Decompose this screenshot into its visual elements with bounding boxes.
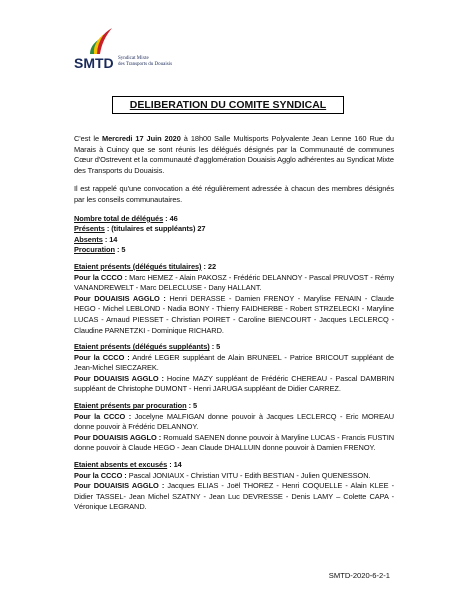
ccco-label: Pour la CCCO :	[74, 352, 130, 362]
section-head	[74, 262, 394, 273]
douaisis-text: Romuald SAENEN donne pouvoir à Maryline LUCAS - Francis FUSTIN donne pouvoir à Claude HEGO - Jean Claude DHALLUIN donne pouvoir à Damien FRENOY.	[74, 432, 394, 453]
count-proxy-value: : 5	[114, 245, 126, 255]
section-absents	[74, 460, 394, 513]
ccco-label: Pour la CCCO :	[74, 470, 127, 480]
ccco-text: Marc HEMEZ - Alain PAKOSZ - Frédéric DELANNOY - Pascal PRUVOST - Rémy VANANDREWELT - Marc DELECLUSE - Dany HALLANT.	[74, 272, 394, 293]
counts-block	[74, 214, 394, 256]
count-present-value: : (titulaires et suppléants) 27	[104, 224, 206, 234]
meeting-date: Mercredi 17 Juin 2020	[102, 134, 181, 143]
logo-subtitle-line1: Syndicat Mixte	[118, 56, 149, 61]
douaisis-text: Jacques ELIAS - Joël THOREZ - Henri COQUELLE - Alain KLEE - Didier TASSEL- Jean Michel SZATNY - Jean Luc DEVRESSE - Denis LAMY – Colette CAPA - Véronique LEGRAND.	[74, 481, 394, 512]
count-absent	[74, 235, 394, 246]
count-present-label: Présents	[74, 224, 105, 234]
section-head-value: : 5	[209, 342, 221, 352]
count-total-value: : 46	[163, 213, 178, 223]
count-proxy	[74, 245, 394, 256]
count-total	[74, 214, 394, 225]
count-present	[74, 224, 394, 235]
ccco-label: Pour la CCCO :	[74, 272, 128, 282]
count-absent-value: : 14	[102, 234, 118, 244]
intro-text-a: C'est le	[74, 134, 103, 143]
document-title: DELIBERATION DU COMITE SYNDICAL	[112, 96, 344, 114]
douaisis-members	[74, 294, 394, 336]
douaisis-members	[74, 374, 394, 395]
douaisis-members	[74, 433, 394, 454]
section-head-value: : 22	[201, 261, 217, 271]
convocation-paragraph: Il est rappelé qu'une convocation a été régulièrement adressée à chacun des membres désignés par les conseils communautaires.	[74, 184, 394, 204]
section-head-value: : 14	[167, 460, 182, 470]
intro-text-b: à 18h00 Salle Multisports Polyvalente Jean Lenne 160 Rue du Marais à Cuincy que se sont réunis les délégués désignés par la Communauté de communes Cœur d'Ostrevent et la communauté d'agglomération Douaisis Agglo adhérentes au Syndicat Mixte des Transports du Douaisis.	[74, 134, 394, 175]
count-absent-label: Absents	[74, 234, 103, 244]
section-head-label: Etaient présents (délégués suppléants)	[74, 342, 210, 352]
ccco-text: André LEGER suppléant de Alain BRUNEEL - Patrice BRICOUT suppléant de Jean-Michel SIECZAREK.	[74, 352, 394, 373]
douaisis-label: Pour DOUAISIS AGGLO :	[74, 293, 166, 303]
count-total-label: Nombre total de délégués	[74, 213, 164, 223]
section-head-label: Etaient présents par procuration	[74, 401, 187, 411]
douaisis-text: Hocine MAZY suppléant de Frédéric CHEREAU - Pascal DAMBRIN suppléant de Christophe DUMONT - Henri JARUGA suppléant de Didier CARREZ.	[74, 373, 394, 394]
smtd-logo	[72, 26, 192, 76]
ccco-members	[74, 412, 394, 433]
douaisis-text: Henri DERASSE - Damien FRENOY - Marylise FENAIN - Claude HEGO - Michel LEBLOND - Nadia BONY - Thierry FAIDHERBE - Robert STRZELECKI - Maryline LUCAS - Arnaud PIESSET - Christian POIRET - Caroline BIENCOURT - Jacques LECLERCQ - Claudine PARNETZKI - Dominique RICHARD.	[74, 293, 394, 335]
ccco-text: Pascal JONIAUX - Christian VITU - Edith BESTIAN - Julien QUENESSON.	[126, 470, 371, 480]
section-titulaires	[74, 262, 394, 336]
section-procuration	[74, 401, 394, 454]
section-head-value: : 5	[186, 401, 198, 411]
douaisis-members	[74, 481, 394, 513]
document-body	[74, 134, 394, 519]
ccco-members	[74, 353, 394, 374]
section-head	[74, 401, 394, 412]
ccco-members	[74, 471, 394, 482]
section-suppleants	[74, 342, 394, 395]
document-reference: SMTD-2020-6-2-1	[328, 571, 390, 580]
intro-paragraph	[74, 134, 394, 176]
ccco-label: Pour la CCCO :	[74, 411, 132, 421]
douaisis-label: Pour DOUAISIS AGGLO :	[74, 481, 165, 491]
section-head	[74, 342, 394, 353]
count-proxy-label: Procuration	[74, 245, 115, 255]
section-head-label: Etaient absents et excusés	[74, 460, 168, 470]
section-head	[74, 460, 394, 471]
logo-subtitle-line2: des Transports du Douaisis	[118, 62, 173, 67]
ccco-members	[74, 273, 394, 294]
douaisis-label: Pour DOUAISIS AGGLO :	[74, 373, 164, 383]
douaisis-label: Pour DOUAISIS AGGLO :	[74, 432, 162, 442]
logo-text: SMTD	[74, 55, 114, 71]
logo-subtitle	[118, 56, 172, 68]
section-head-label: Etaient présents (délégués titulaires)	[74, 261, 202, 271]
ccco-text: Jocelyne MALFIGAN donne pouvoir à Jacques LECLERCQ - Eric MOREAU donne pouvoir à Frédéric DELANNOY.	[74, 411, 394, 432]
logo-graphic-icon	[72, 26, 132, 76]
